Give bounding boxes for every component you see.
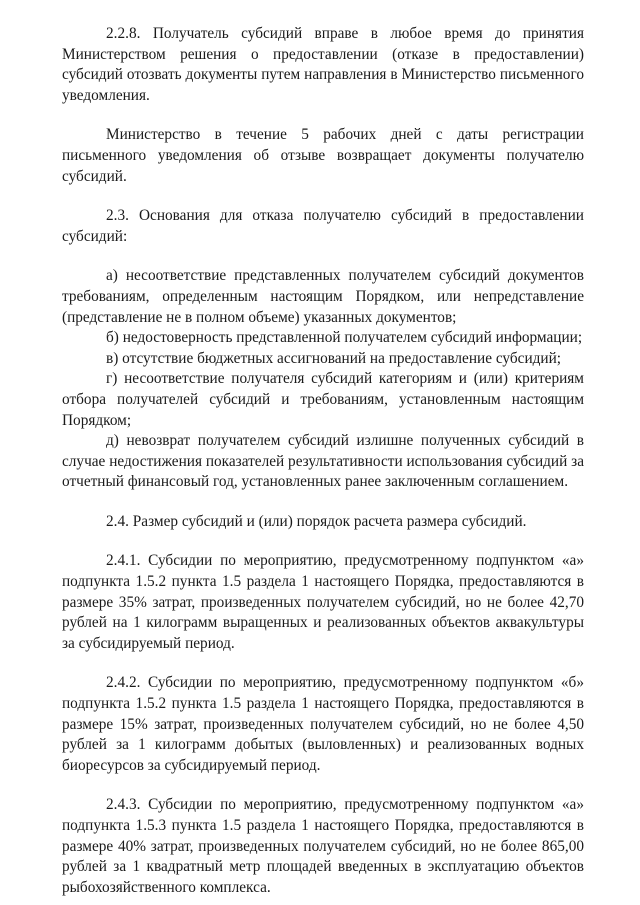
list-item: б) недостоверность представленной получателем субсидий информации; [106,329,583,347]
paragraph-ministry-return: Министерство в течение 5 рабочих дней с даты регистрации письменного уведомления об отзыве возвращает документы получателю субсидий. [62,126,584,185]
list-item: в) отсутствие бюджетных ассигнований на предоставление субсидий; [106,349,562,367]
paragraph-2-3-heading: 2.3. Основания для отказа получателю субсидий в предоставлении субсидий: [62,207,584,245]
list-item: д) невозврат получателем субсидий излишне полученных субсидий в случае недостижения показателей результативности использования субсидий за отчетный финансовый год, установленных ранее заключенным соглашением. [62,432,584,491]
paragraph-2-2-8: 2.2.8. Получатель субсидий вправе в любое время до принятия Министерством решения о предоставлении (отказе в предоставлении) субсидий отозвать документы путем направления в Министерство письменного уведомления. [62,25,584,104]
list-item: г) несоответствие получателя субсидий категориям и (или) критериям отбора получателей субсидий и требованиям, установленным настоящим Порядком; [62,370,584,429]
paragraph-2-4-1: 2.4.1. Субсидии по мероприятию, предусмотренному подпунктом «а» подпункта 1.5.2 пункта 1.5 раздела 1 настоящего Порядка, предоставляются в размере 35% затрат, произведенных получателем субсидий, но не более 42,70 рублей на 1 килограмм выращенных и реализованных объектов аквакультуры за субсидируемый период. [62,552,584,652]
paragraph-2-4-3: 2.4.3. Субсидии по мероприятию, предусмотренному подпунктом «а» подпункта 1.5.3 пункта 1.5 раздела 1 настоящего Порядка, предоставляются в размере 40% затрат, произведенных получателем субсидий, но не более 865,00 рублей за 1 квадратный метр площадей введенных в эксплуатацию объектов рыбохозяйственного комплекса. [62,796,584,896]
paragraph-2-4-heading: 2.4. Размер субсидий и (или) порядок расчета размера субсидий. [106,512,527,530]
paragraph-2-4-2: 2.4.2. Субсидии по мероприятию, предусмотренному подпунктом «б» подпункта 1.5.2 пункта 1.5 раздела 1 настоящего Порядка, предоставляются в размере 15% затрат, произведенных получателем субсидий, но не более 4,50 рублей за 1 килограмм добытых (выловленных) и реализованных водных биоресурсов за субсидируемый период. [62,674,584,774]
list-item: а) несоответствие представленных получателем субсидий документов требованиям, определенным настоящим Порядком, или непредставление (представление не в полном объеме) указанных документов; [62,267,584,326]
refusal-grounds-list [62,266,584,493]
